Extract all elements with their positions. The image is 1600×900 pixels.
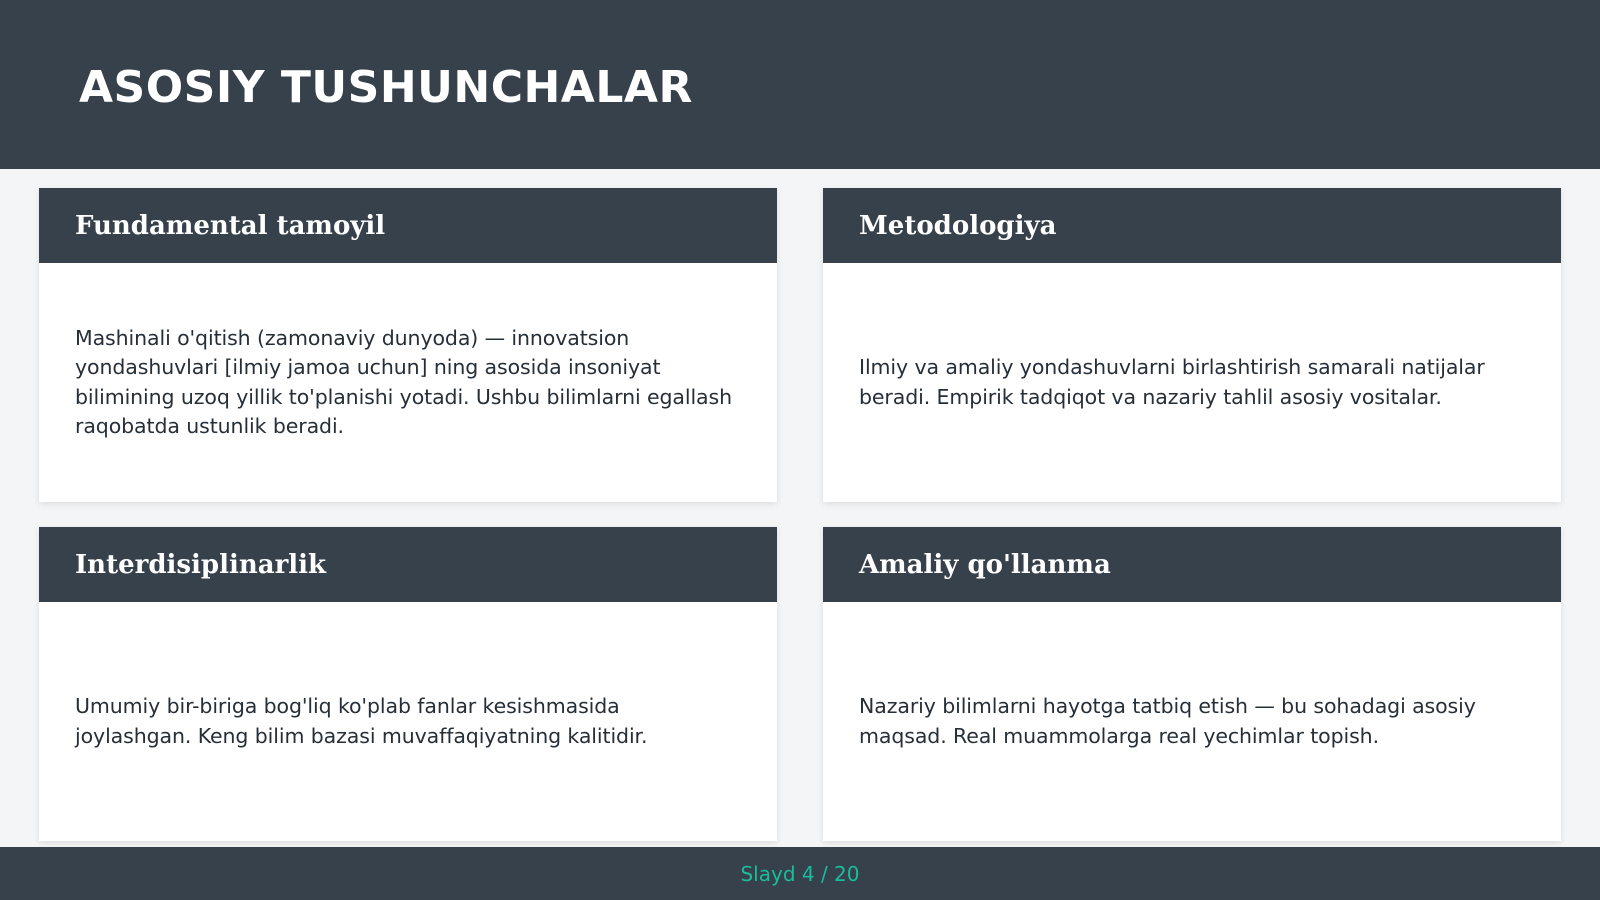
card-header <box>823 527 1561 602</box>
card-header <box>39 188 777 263</box>
card-heading: Metodologiya <box>859 211 1057 241</box>
slide-number: Slayd 4 / 20 <box>740 862 860 886</box>
card-text: Umumiy bir-biriga bog'liq ko'plab fanlar kesishmasida joylashgan. Keng bilim bazasi muvaffaqiyatning kalitidir. <box>75 694 648 748</box>
card-body <box>75 602 741 841</box>
card-body <box>859 263 1525 502</box>
card-heading: Fundamental tamoyil <box>75 211 386 241</box>
card-heading: Interdisiplinarlik <box>75 550 327 580</box>
card-text: Nazariy bilimlarni hayotga tatbiq etish — bu sohadagi asosiy maqsad. Real muammolarga real yechimlar topish. <box>859 694 1476 748</box>
card-amaliy-qollanma <box>823 527 1561 841</box>
card-text: Mashinali o'qitish (zamonaviy dunyoda) — innovatsion yondashuvlari [ilmiy jamoa uchun] ning asosida insoniyat bilimining uzoq yillik to'planishi yotadi. Ushbu bilimlarni egallash raqobatda ustunlik beradi. <box>75 325 732 438</box>
card-text: Ilmiy va amaliy yondashuvlarni birlashtirish samarali natijalar beradi. Empirik tadqiqot va nazariy tahlil asosiy vositalar. <box>859 355 1485 409</box>
slide-title: ASOSIY TUSHUNCHALAR <box>79 62 693 113</box>
slide-footer <box>0 847 1600 900</box>
card-header <box>823 188 1561 263</box>
card-fundamental-tamoyil <box>39 188 777 502</box>
card-metodologiya <box>823 188 1561 502</box>
slide-header <box>0 0 1600 169</box>
card-header <box>39 527 777 602</box>
card-body <box>75 263 741 502</box>
card-body <box>859 602 1525 841</box>
card-heading: Amaliy qo'llanma <box>859 550 1111 580</box>
card-interdisiplinarlik <box>39 527 777 841</box>
